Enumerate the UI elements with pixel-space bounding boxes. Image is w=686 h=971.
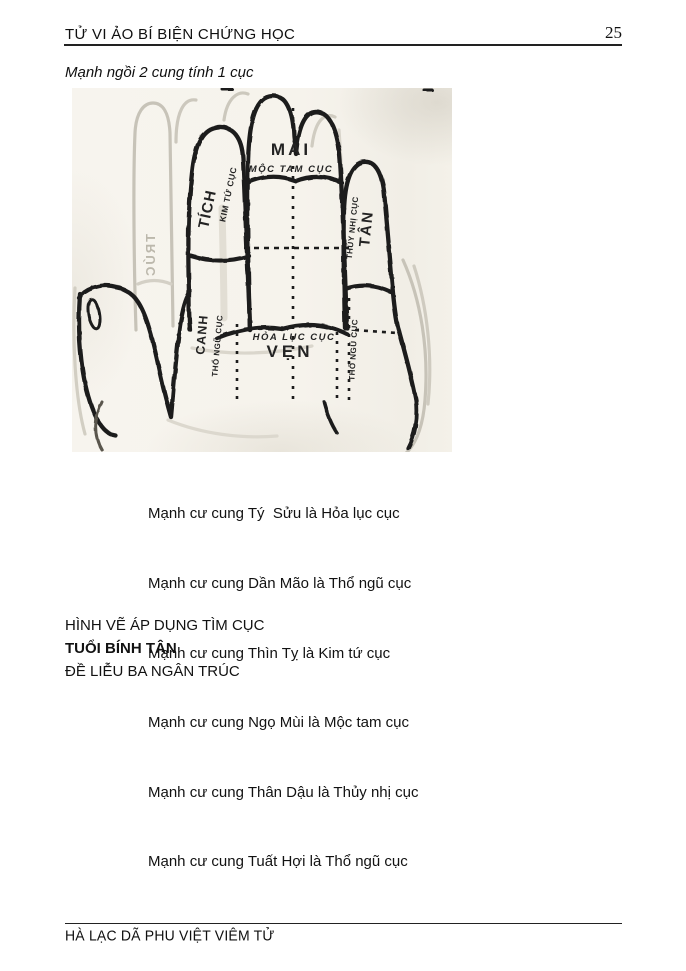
middle-ring-outline <box>248 96 347 330</box>
rule-line: Mạnh cư cung Thìn Tỵ là Kim tứ cục <box>148 644 391 662</box>
section-block <box>65 614 264 684</box>
index-finger-label: TÍCH <box>195 188 220 230</box>
middle-finger-cuc-label: MỘC TAM CỤC <box>248 164 334 175</box>
palm-right-edge <box>399 331 417 448</box>
ghost-bleedthrough-label: TRÚC <box>143 233 158 279</box>
section-line-poem: ĐỀ LIỄU BA NGÂN TRÚC <box>65 663 240 681</box>
little-finger-crease <box>345 286 391 292</box>
hand-outline <box>79 89 432 450</box>
palm-left-label: CANH <box>193 314 211 356</box>
middle-finger-label: MAI <box>270 140 312 159</box>
palm-left-cuc-label: THỔ NGŨ CỤC <box>210 314 225 378</box>
section-line-apply: HÌNH VẼ ÁP DỤNG TÌM CỤC <box>65 617 265 634</box>
ghost-bleedthrough-outlines <box>74 93 430 452</box>
middle-ring-crease <box>249 177 342 183</box>
header-rule <box>64 44 622 46</box>
rule-line: Mạnh cư cung Thân Dậu là Thủy nhị cục <box>148 783 419 801</box>
hand-diagram-svg <box>72 88 452 452</box>
wrist-stroke-right <box>324 402 337 433</box>
palm-right-cuc-label: THỔ NGŨ CỤC <box>347 318 360 382</box>
page-number: 25 <box>605 23 622 42</box>
page-header-title: TỬ VI ẢO BÍ BIỆN CHỨNG HỌC <box>65 26 296 43</box>
palm-center-cuc-label: HỎA LỤC CỤC <box>252 332 336 343</box>
dotted-horizontal-right <box>355 330 397 333</box>
rule-line: Mạnh cư cung Ngọ Mùi là Mộc tam cục <box>148 714 409 732</box>
footer-rule <box>65 923 622 924</box>
rules-list <box>148 456 418 920</box>
palm-left-edge <box>189 293 190 330</box>
rule-line: Mạnh cư cung Tý Sửu là Hỏa lục cục <box>148 505 400 523</box>
little-finger-label: TÂN <box>356 209 377 248</box>
dotted-guides <box>237 108 397 406</box>
palm-center-label: VẸN <box>266 342 314 361</box>
rule-line: Mạnh cư cung Dần Mão là Thổ ngũ cục <box>148 575 412 593</box>
figure-caption: Mạnh ngồi 2 cung tính 1 cục <box>65 64 254 81</box>
rule-line: Mạnh cư cung Tuất Hợi là Thổ ngũ cục <box>148 853 408 871</box>
little-finger-cuc-label: THỦY NHỊ CỤC <box>344 195 361 260</box>
page-footer: HÀ LẠC DÃ PHU VIỆT VIÊM TỬ <box>65 927 275 944</box>
index-finger-cuc-label: KIM TỨ CỤC <box>217 165 239 223</box>
hand-diagram-image <box>72 88 452 452</box>
thumbnail <box>86 298 102 329</box>
section-line-age: TUỔI BÍNH TÂN <box>65 640 177 658</box>
